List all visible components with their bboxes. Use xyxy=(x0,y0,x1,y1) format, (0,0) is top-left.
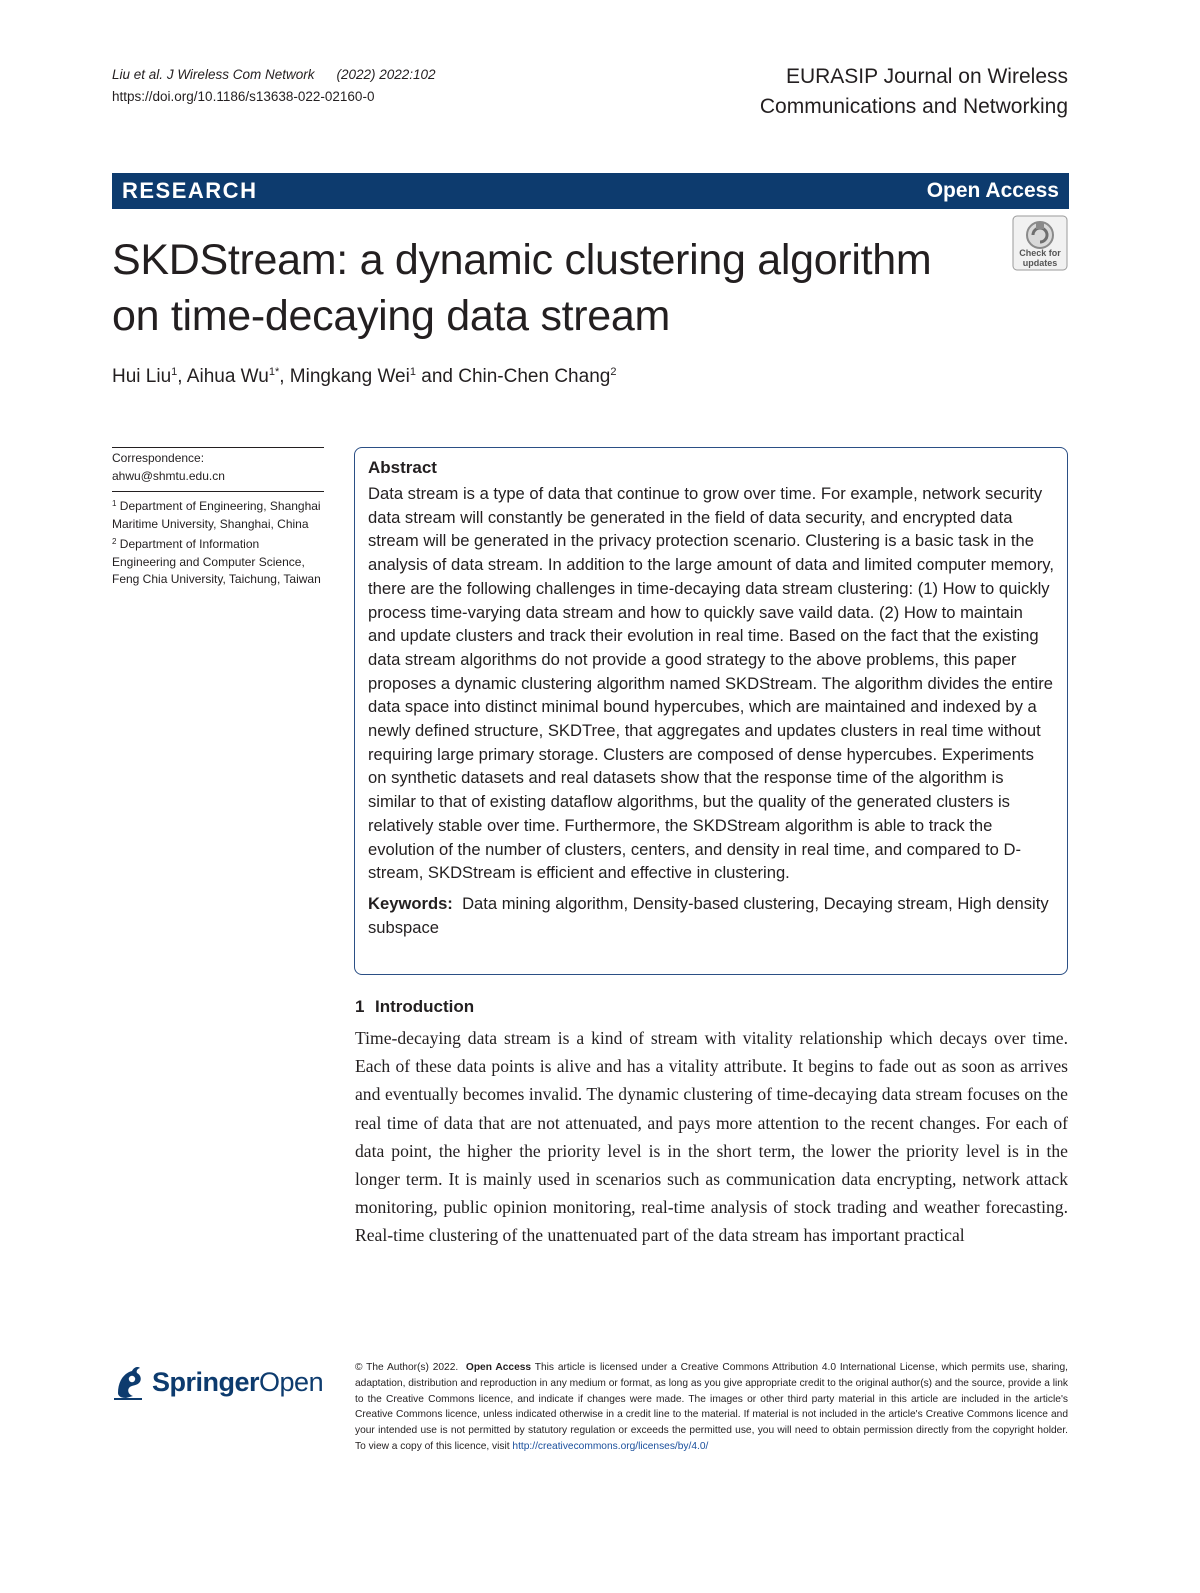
article-title xyxy=(112,232,992,344)
author-name[interactable]: Chin-Chen Chang xyxy=(458,366,611,387)
section-heading xyxy=(355,997,474,1017)
license-copyright: © The Author(s) 2022. xyxy=(355,1362,459,1373)
cite-journal: J Wireless Com Network xyxy=(166,67,315,82)
license-statement xyxy=(355,1360,1068,1455)
author-separator: , xyxy=(279,366,290,387)
author-list xyxy=(112,366,616,388)
correspondence-block xyxy=(112,450,324,485)
section-title: Introduction xyxy=(375,997,475,1016)
affiliation-2 xyxy=(112,533,324,589)
affiliations-block xyxy=(112,495,324,589)
author-affiliation-sup: 1* xyxy=(268,366,280,378)
author-separator: and xyxy=(415,366,459,387)
introduction-paragraph: Time-decaying data stream is a kind of stream with vitality relationship which decays over time. Each of these data points is alive and has a vitality attribute. It begins to fade out as soon as arrives and eventually becomes invalid. The dynamic clustering of time-decaying data stream focuses on the real time of data that are not attenuated, and pays more attention to the recent changes. For each of data point, the higher the priority level is in the short term, the lower the priority level is in the longer term. It is mainly used in scenarios such as communication data encrypting, network attack monitoring, public opinion monitoring, real-time analysis of stock trading and weather forecasting. Real-time clustering of the unattenuated part of the data stream has important practical xyxy=(355,1028,1068,1246)
author-name[interactable]: Hui Liu xyxy=(112,366,172,387)
citation-header xyxy=(112,64,436,108)
author-separator: , xyxy=(177,366,187,387)
logo-text-open: Open xyxy=(259,1366,324,1397)
correspondence-label: Correspondence: xyxy=(112,451,205,465)
doi-link[interactable]: https://doi.org/10.1186/s13638-022-02160-0 xyxy=(112,89,375,104)
journal-name-line2: Communications and Networking xyxy=(759,95,1068,118)
cite-authors: Liu et al. xyxy=(112,67,164,82)
author-affiliation-sup: 2 xyxy=(610,366,617,378)
cite-year: (2022) 2022:102 xyxy=(336,67,436,82)
author-name[interactable]: Aihua Wu xyxy=(186,366,269,387)
correspondence-email[interactable]: ahwu@shmtu.edu.cn xyxy=(112,468,225,483)
citation-line xyxy=(112,64,436,86)
article-type-banner xyxy=(112,173,1069,209)
journal-name-line1: EURASIP Journal on Wireless xyxy=(785,65,1068,88)
author-affiliation-sup: 1 xyxy=(409,366,416,378)
logo-text-springer: Springer xyxy=(152,1366,260,1397)
affiliation-1-text: Department of Engineering, Shanghai Maritime University, Shanghai, China xyxy=(112,499,321,531)
abstract-text: Data stream is a type of data that continue to grow over time. For example, network security data stream will constantly be generated in the field of data security, and encrypted data stream will be generated in the privacy protection scenario. Clustering is a basic task in the analysis of data stream. In addition to the large amount of data and limited computer memory, there are the following challenges in time-decaying data stream clustering: (1) How to quickly process time-varying data stream and how to quickly save vaild data. (2) How to maintain and update clusters and track their evolution in real time. Based on the fact that the existing data stream algorithms do not provide a good strategy to the above problems, this paper proposes a dynamic clustering algorithm named SKDStream. The algorithm divides the entire data space into distinct minimal bound hypercubes, which are maintained and indexed by a newly defined structure, SKDTree, that aggregates and updates clusters in real time without requiring large primary storage. Clusters are composed of dense hypercubes. Experiments on synthetic datasets and real datasets show that the response time of the algorithm is similar to that of existing dataflow algorithms, but the quality of the generated clusters is relatively stable over time. Furthermore, the SKDStream algorithm is able to track the evolution of the number of clusters, centers, and density in real time, and compared to D-stream, SKDStream is efficient and effective in clustering. xyxy=(368,484,1054,883)
logo-text xyxy=(152,1367,323,1398)
springer-horse-icon xyxy=(112,1363,146,1401)
svg-text:Check for: Check for xyxy=(1019,248,1061,258)
keywords-text: Data mining algorithm, Density-based clustering, Decaying stream, High density subspace xyxy=(368,893,1049,937)
author-affiliation-sup: 1 xyxy=(171,366,178,378)
license-url-link[interactable]: http://creativecommons.org/licenses/by/4.0/ xyxy=(512,1440,709,1452)
sidebar-mid-rule xyxy=(112,491,324,492)
svg-text:updates: updates xyxy=(1022,258,1058,268)
author-name[interactable]: Mingkang Wei xyxy=(289,366,410,387)
section-number: 1 xyxy=(355,997,365,1016)
journal-name xyxy=(760,62,1068,122)
affiliation-2-number: 2 xyxy=(112,537,117,546)
affiliation-2-text: Department of Information Engineering and Computer Science, Feng Chia University, Taichung, Taiwan xyxy=(112,537,321,586)
abstract-heading: Abstract xyxy=(368,458,437,477)
check-for-updates-badge[interactable] xyxy=(1012,215,1068,271)
license-open-access-label: Open Access xyxy=(465,1362,532,1373)
title-line-1: SKDStream: a dynamic clustering algorithm xyxy=(112,236,932,284)
keywords xyxy=(368,892,1054,939)
title-line-2: on time-decaying data stream xyxy=(112,292,671,340)
keywords-label: Keywords: xyxy=(368,893,453,913)
affiliation-1-number: 1 xyxy=(112,499,117,508)
check-for-updates-icon xyxy=(1012,215,1068,271)
abstract-box xyxy=(354,447,1068,975)
affiliation-1 xyxy=(112,495,324,533)
springer-open-logo[interactable] xyxy=(112,1360,332,1404)
sidebar-top-rule xyxy=(112,447,324,448)
open-access-label: Open Access xyxy=(926,179,1059,202)
article-type-label: RESEARCH xyxy=(122,178,258,203)
license-text: This article is licensed under a Creative Commons Attribution 4.0 International License, which permits use, sharing, adaptation, distribution and reproduction in any medium or format, as long as you give appropriate credit to the original author(s) and the source, provide a link to the Creative Commons licence, and indicate if changes were made. The images or other third party material in this article are included in the article's Creative Commons licence, unless indicated otherwise in a credit line to the material. If material is not included in the article's Creative Commons licence and your intended use is not permitted by statutory regulation or exceeds the permitted use, you will need to obtain permission directly from the copyright holder. To view a copy of this licence, visit xyxy=(355,1362,1068,1452)
